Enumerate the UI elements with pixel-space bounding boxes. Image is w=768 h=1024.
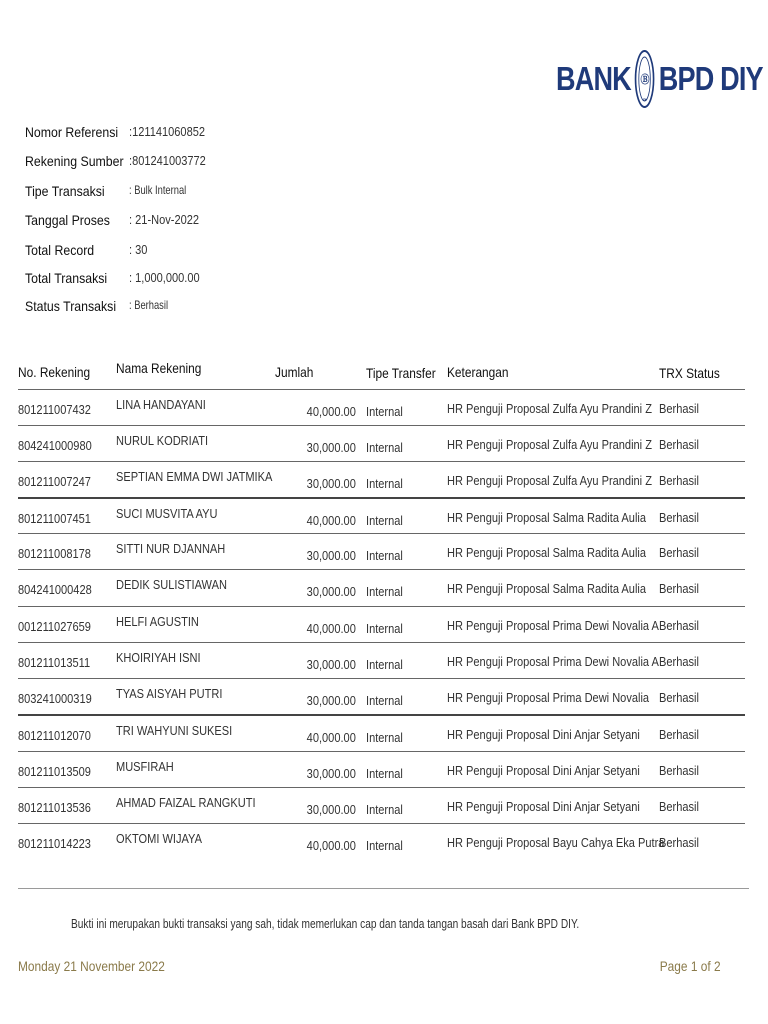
cell-description: HR Penguji Proposal Prima Dewi Novalia A [447, 618, 659, 633]
cell-account-name: SUCI MUSVITA AYU [116, 506, 218, 521]
cell-account-name: LINA HANDAYANI [116, 397, 206, 412]
info-value-text: Bulk Internal [134, 183, 187, 197]
table-row [18, 533, 745, 570]
cell-account-name: OKTOMI WIJAYA [116, 831, 202, 846]
cell-account-number: 801211014223 [18, 836, 91, 851]
cell-account-number: 801211008178 [18, 546, 91, 561]
print-date: Monday 21 November 2022 [18, 958, 165, 974]
cell-description: HR Penguji Proposal Salma Radita Aulia [447, 545, 647, 560]
table-row [18, 678, 745, 715]
cell-amount: 30,000.00 [306, 693, 356, 708]
table-row [18, 642, 745, 679]
cell-account-name: DEDIK SULISTIAWAN [116, 577, 227, 592]
cell-transfer-type: Internal [366, 440, 403, 455]
cell-transfer-type: Internal [366, 548, 403, 563]
cell-transfer-type: Internal [366, 513, 403, 528]
cell-transfer-type: Internal [366, 730, 403, 745]
bpd-emblem-icon [634, 48, 655, 110]
cell-account-number: 803241000319 [18, 691, 92, 706]
cell-trx-status: Berhasil [659, 437, 699, 452]
table-row [18, 787, 745, 824]
header-amount: Jumlah [275, 364, 314, 380]
table-row [18, 497, 745, 535]
cell-amount: 30,000.00 [306, 476, 356, 491]
cell-amount: 40,000.00 [306, 404, 356, 419]
cell-transfer-type: Internal [366, 766, 403, 781]
table-row [18, 606, 745, 643]
info-value-text: 121141060852 [132, 124, 206, 139]
cell-description: HR Penguji Proposal Bayu Cahya Eka Putra [447, 835, 665, 850]
cell-account-name: AHMAD FAIZAL RANGKUTI [116, 795, 256, 810]
info-row-total-record [25, 242, 151, 258]
info-row-source-account [25, 153, 219, 169]
cell-description: HR Penguji Proposal Salma Radita Aulia [447, 510, 647, 525]
cell-account-name: SITTI NUR DJANNAH [116, 541, 226, 556]
table-row [18, 823, 745, 860]
cell-amount: 30,000.00 [306, 657, 356, 672]
table-row [18, 569, 745, 606]
cell-transfer-type: Internal [366, 404, 403, 419]
info-row-process-date [25, 212, 211, 228]
info-value-text: 30 [135, 242, 148, 257]
cell-account-name: NURUL KODRIATI [116, 433, 209, 448]
cell-amount: 40,000.00 [306, 730, 356, 745]
cell-description: HR Penguji Proposal Dini Anjar Setyani [447, 799, 640, 814]
info-value: : 1,000,000.00 [129, 270, 200, 285]
header-transfer-type: Tipe Transfer [366, 365, 436, 381]
cell-account-number: 801211013509 [18, 764, 91, 779]
svg-text:Ⓑ: Ⓑ [640, 74, 649, 87]
info-label: Tanggal Proses [25, 212, 110, 228]
info-row-total-amount [25, 270, 212, 286]
cell-trx-status: Berhasil [659, 545, 699, 560]
cell-amount: 30,000.00 [306, 440, 356, 455]
cell-transfer-type: Internal [366, 693, 403, 708]
cell-trx-status: Berhasil [659, 727, 699, 742]
cell-account-number: 801211007247 [18, 474, 91, 489]
cell-transfer-type: Internal [366, 621, 403, 636]
page-number: Page 1 of 2 [660, 958, 721, 974]
info-row-transaction-type [25, 183, 202, 199]
cell-account-number: 804241000428 [18, 582, 92, 597]
cell-trx-status: Berhasil [659, 401, 699, 416]
info-label: Total Transaksi [25, 270, 108, 286]
info-label: Nomor Referensi [25, 124, 119, 140]
header-account-name: Nama Rekening [116, 360, 202, 376]
info-label: Rekening Sumber [25, 153, 124, 169]
cell-amount: 30,000.00 [306, 802, 356, 817]
info-value: : 30 [129, 242, 148, 257]
info-label: Total Record [25, 242, 95, 258]
cell-description: HR Penguji Proposal Dini Anjar Setyani [447, 727, 640, 742]
logo-name-text: BPD DIY [658, 60, 763, 97]
header-account-number: No. Rekening [18, 364, 91, 380]
cell-account-number: 801211007451 [18, 511, 91, 526]
cell-transfer-type: Internal [366, 657, 403, 672]
info-value: :801241003772 [129, 153, 206, 168]
cell-trx-status: Berhasil [659, 690, 699, 705]
info-label: Tipe Transaksi [25, 183, 105, 199]
table-row [18, 425, 745, 462]
cell-trx-status: Berhasil [659, 510, 699, 525]
cell-account-number: 801211007432 [18, 402, 91, 417]
cell-amount: 40,000.00 [306, 838, 356, 853]
cell-account-name: TRI WAHYUNI SUKESI [116, 723, 233, 738]
cell-description: HR Penguji Proposal Prima Dewi Novalia [447, 690, 650, 705]
cell-account-name: MUSFIRAH [116, 759, 174, 774]
cell-transfer-type: Internal [366, 838, 403, 853]
cell-account-number: 801211013536 [18, 800, 91, 815]
svg-text:DIY: DIY [643, 97, 647, 103]
cell-amount: 40,000.00 [306, 513, 356, 528]
table-row [18, 751, 745, 788]
cell-trx-status: Berhasil [659, 581, 699, 596]
cell-amount: 30,000.00 [306, 766, 356, 781]
bank-logo [556, 42, 763, 116]
cell-account-name: KHOIRIYAH ISNI [116, 650, 201, 665]
cell-trx-status: Berhasil [659, 654, 699, 669]
logo-bank-text: BANK [556, 60, 631, 97]
cell-description: HR Penguji Proposal Zulfa Ayu Prandini Z [447, 437, 652, 452]
cell-account-number: 804241000980 [18, 438, 92, 453]
info-value-text: 801241003772 [132, 153, 206, 168]
cell-trx-status: Berhasil [659, 473, 699, 488]
cell-description: HR Penguji Proposal Dini Anjar Setyani [447, 763, 640, 778]
table-row [18, 389, 745, 426]
cell-account-name: TYAS AISYAH PUTRI [116, 686, 223, 701]
cell-description: HR Penguji Proposal Prima Dewi Novalia A [447, 654, 659, 669]
info-value-text: Berhasil [134, 298, 169, 312]
cell-account-number: 001211027659 [18, 619, 91, 634]
header-description: Keterangan [447, 364, 509, 380]
cell-trx-status: Berhasil [659, 618, 699, 633]
header-trx-status: TRX Status [659, 365, 720, 381]
table-row [18, 714, 745, 752]
cell-account-number: 801211012070 [18, 728, 91, 743]
cell-trx-status: Berhasil [659, 799, 699, 814]
info-value-text: 1,000,000.00 [135, 270, 200, 285]
cell-transfer-type: Internal [366, 802, 403, 817]
info-value: : Berhasil [129, 298, 169, 312]
table-header [18, 356, 745, 390]
cell-account-name: SEPTIAN EMMA DWI JATMIKA [116, 469, 273, 484]
cell-account-number: 801211013511 [18, 655, 91, 670]
cell-description: HR Penguji Proposal Zulfa Ayu Prandini Z [447, 401, 652, 416]
cell-transfer-type: Internal [366, 476, 403, 491]
table-row [18, 461, 745, 498]
cell-amount: 30,000.00 [306, 584, 356, 599]
cell-trx-status: Berhasil [659, 763, 699, 778]
cell-account-name: HELFI AGUSTIN [116, 614, 199, 629]
info-row-reference [25, 124, 218, 140]
cell-amount: 30,000.00 [306, 548, 356, 563]
info-row-status [25, 298, 179, 314]
cell-transfer-type: Internal [366, 584, 403, 599]
cell-amount: 40,000.00 [306, 621, 356, 636]
info-value: : 21-Nov-2022 [129, 212, 200, 227]
info-value-text: 21-Nov-2022 [135, 212, 200, 227]
cell-trx-status: Berhasil [659, 835, 699, 850]
info-value: :121141060852 [129, 124, 206, 139]
footer-divider [18, 888, 749, 889]
legal-note: Bukti ini merupakan bukti transaksi yang sah, tidak memerlukan cap dan tanda tangan basah dari Bank BPD DIY. [71, 916, 580, 931]
info-label: Status Transaksi [25, 298, 117, 314]
cell-description: HR Penguji Proposal Zulfa Ayu Prandini Z [447, 473, 652, 488]
info-value: : Bulk Internal [129, 183, 187, 197]
cell-description: HR Penguji Proposal Salma Radita Aulia [447, 581, 647, 596]
